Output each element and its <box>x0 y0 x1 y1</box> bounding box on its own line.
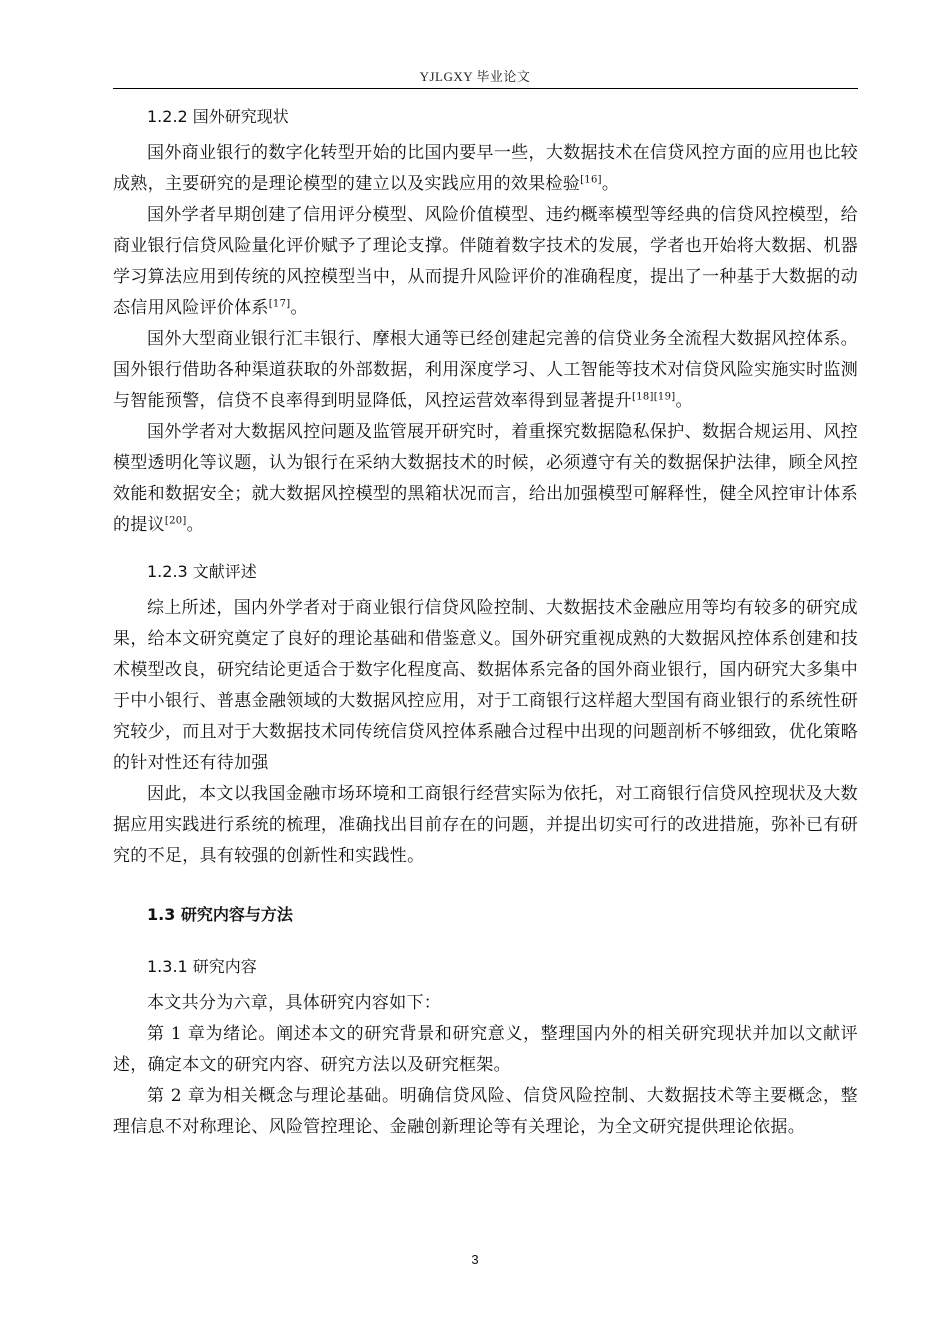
paragraph-end: 。 <box>601 174 620 194</box>
section-heading-1-2-3: 1.2.3 文献评述 <box>147 562 257 581</box>
paragraph-text: 国外学者对大数据风控问题及监管展开研究时，着重探究数据隐私保护、数据合规运用、风控模型透明化等议题，认为银行在采纳大数据技术的时候，必须遵守有关的数据保护法律，顾全风控效能和数据安全；就大数据风控模型的黑箱状况而言，给出加强模型可解释性，健全风控审计体系的提议 <box>113 422 858 535</box>
section-heading-1-2-2: 1.2.2 国外研究现状 <box>147 107 289 126</box>
paragraph: 第 1 章为绪论。阐述本文的研究背景和研究意义，整理国内外的相关研究现状并加以文献评述，确定本文的研究内容、研究方法以及研究框架。 <box>113 1024 858 1075</box>
citation-ref: [17] <box>268 298 291 310</box>
section-heading-1-3-1: 1.3.1 研究内容 <box>147 957 257 976</box>
header-rule <box>113 88 858 89</box>
running-header: YJLGXY 毕业论文 <box>419 69 531 84</box>
page-number: 3 <box>471 1252 479 1267</box>
section-heading-1-3: 1.3 研究内容与方法 <box>147 905 293 924</box>
paragraph <box>113 417 858 541</box>
paragraph: 因此，本文以我国金融市场环境和工商银行经营实际为依托，对工商银行信贷风控现状及大数据应用实践进行系统的梳理，准确找出目前存在的问题，并提出切实可行的改进措施，弥补已有研究的不足，具有较强的创新性和实践性。 <box>113 784 858 866</box>
paragraph-end: 。 <box>290 298 308 318</box>
page-body <box>113 96 858 1143</box>
paragraph: 本文共分为六章，具体研究内容如下： <box>147 993 442 1013</box>
paragraph-text: 国外学者早期创建了信用评分模型、风险价值模型、违约概率模型等经典的信贷风控模型，给商业银行信贷风险量化评价赋予了理论支撑。伴随着数字技术的发展，学者也开始将大数据、机器学习算法应用到传统的风控模型当中，从而提升风险评价的准确程度，提出了一种基于大数据的动态信用风险评价体系 <box>113 205 858 318</box>
paragraph-text: 国外商业银行的数字化转型开始的比国内要早一些，大数据技术在信贷风控方面的应用也比较成熟，主要研究的是理论模型的建立以及实践应用的效果检验 <box>113 143 858 194</box>
paragraph: 综上所述，国内外学者对于商业银行信贷风险控制、大数据技术金融应用等均有较多的研究成果，给本文研究奠定了良好的理论基础和借鉴意义。国外研究重视成熟的大数据风控体系创建和技术模型改良，研究结论更适合于数字化程度高、数据体系完备的国外商业银行，国内研究大多集中于中小银行、普惠金融领域的大数据风控应用，对于工商银行这样超大型国有商业银行的系统性研究较少，而且对于大数据技术同传统信贷风控体系融合过程中出现的问题剖析不够细致，优化策略的针对性还有待加强 <box>113 598 858 773</box>
paragraph-end: 。 <box>186 515 204 535</box>
paragraph-text: 国外大型商业银行汇丰银行、摩根大通等已经创建起完善的信贷业务全流程大数据风控体系。国外银行借助各种渠道获取的外部数据，利用深度学习、人工智能等技术对信贷风险实施实时监测与智能预警，信贷不良率得到明显降低，风控运营效率得到显著提升 <box>113 329 858 411</box>
citation-ref: [19] <box>653 391 676 403</box>
paragraph <box>113 200 858 324</box>
paragraph <box>113 324 858 417</box>
paragraph: 第 2 章为相关概念与理论基础。明确信贷风险、信贷风险控制、大数据技术等主要概念，整理信息不对称理论、风险管控理论、金融创新理论等有关理论，为全文研究提供理论依据。 <box>113 1086 858 1137</box>
spacer <box>113 541 858 551</box>
paragraph-end: 。 <box>675 391 693 411</box>
paragraph <box>113 138 858 200</box>
spacer <box>113 936 858 946</box>
spacer <box>113 872 858 894</box>
citation-ref: [18] <box>632 391 654 403</box>
citation-ref: [20] <box>164 515 187 527</box>
citation-ref: [16] <box>580 174 602 186</box>
